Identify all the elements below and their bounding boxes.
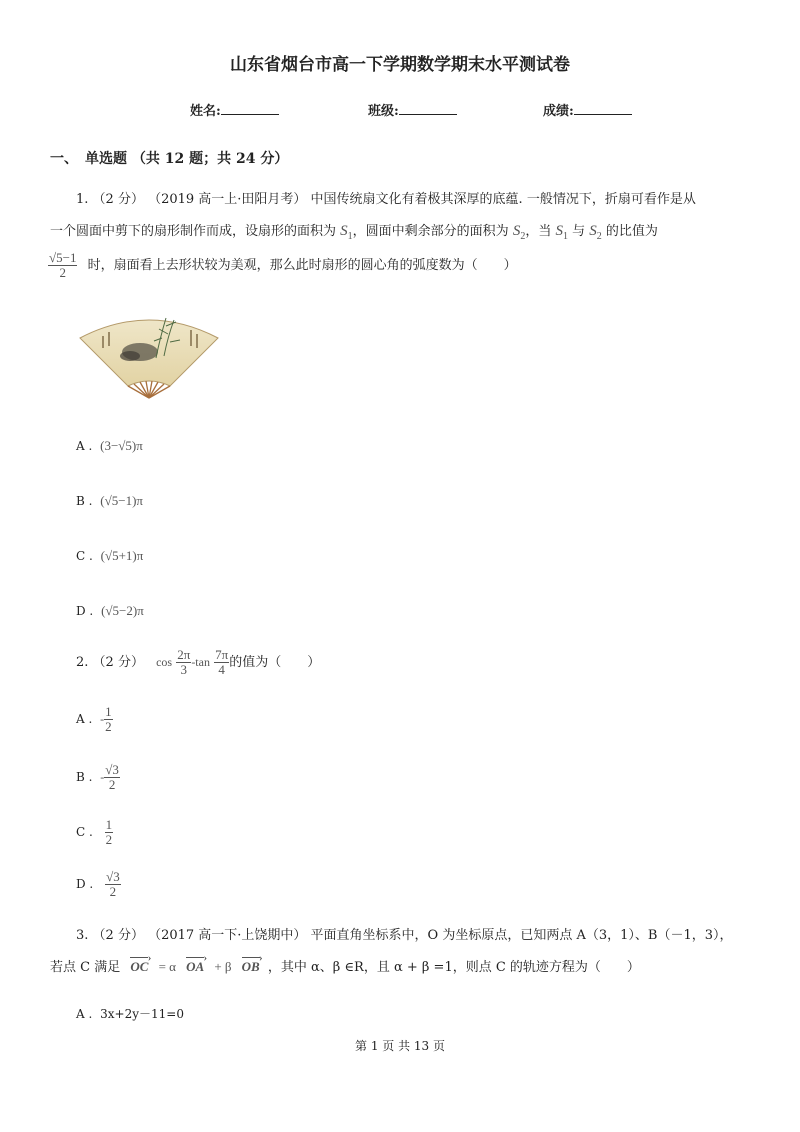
folding-fan-image	[78, 308, 220, 404]
vector-oc: OC ›	[130, 959, 148, 974]
page-footer: 第 1 页 共 13 页	[355, 1039, 445, 1053]
q2-stem: 2. （2 分） cos $\frac{2\pi}{3}$ -tan $\frac{7\pi}{4}$ 的值为（ ）	[76, 647, 321, 677]
q1-line1: 1. （2 分） （2019 高一上·田阳月考） 中国传统扇文化有着极其深厚的底蕴. 一般情况下，折扇可看作是从	[76, 192, 696, 207]
q2-option-a[interactable]: A . - $\frac{1}{2}$	[76, 704, 112, 734]
q1-option-b[interactable]: B . (√5−1)π	[76, 493, 143, 508]
score-blank	[574, 102, 632, 115]
score-label: 成绩:	[543, 104, 574, 119]
class-label: 班级:	[368, 104, 399, 119]
score-field	[543, 100, 632, 119]
q1-option-a-math: (3−√5)π	[100, 438, 143, 453]
name-field	[190, 100, 279, 119]
s1-symbol: $S_1$	[340, 223, 353, 242]
q2-option-c[interactable]: C . $\frac{1}{2}$	[76, 817, 113, 847]
q1-option-b-math: (√5−1)π	[100, 493, 143, 508]
ratio-fraction: $\frac{√5-1}{2}$	[49, 250, 77, 280]
q2-option-c-fraction: $\frac{1}{2}$	[105, 817, 113, 847]
q3-option-a-text: 3x+2y－11=0	[100, 1007, 184, 1021]
q3-line2: 若点 C 满足 OC › = α OA › + β OB › ，其中 α、β ∈R，且 α + β =1，则点 C 的轨迹方程为（ ）	[50, 957, 640, 978]
q2-option-d[interactable]: D . $\frac{√3}{2}$	[76, 869, 120, 899]
q1-option-a[interactable]: A . (3−√5)π	[76, 438, 143, 453]
name-blank	[221, 102, 279, 115]
section-heading: 一、 单选题 （共 12 题；共 24 分）	[50, 151, 289, 167]
q2-option-b[interactable]: B . - $\frac{√3}{2}$	[76, 762, 119, 792]
q1-option-d[interactable]: D . (√5−2)π	[76, 603, 144, 618]
q2-option-b-fraction: $\frac{√3}{2}$	[105, 762, 119, 792]
q2-fraction-1: $\frac{2\pi}{3}$	[177, 647, 191, 677]
q1-line3: $\frac{√5-1}{2}$ 时，扇面看上去形状较为美观，那么此时扇形的圆心角的弧度数为（ ）	[49, 250, 517, 280]
s2-symbol: $S_2$	[512, 223, 526, 242]
vector-ob: OB ›	[242, 959, 260, 974]
q3-line1: 3. （2 分） （2017 高一下·上饶期中） 平面直角坐标系中，O 为坐标原点，已知两点 A（3，1）、B（－1，3），	[76, 928, 733, 943]
q1-option-d-math: (√5−2)π	[101, 603, 144, 618]
q1-option-c-math: (√5+1)π	[100, 548, 144, 563]
s2-symbol-2: $S_2$	[589, 223, 602, 242]
q2-fraction-2: $\frac{7\pi}{4}$	[215, 647, 229, 677]
q1-option-c[interactable]: C . (√5+1)π	[76, 548, 144, 563]
q2-option-d-fraction: $\frac{√3}{2}$	[106, 869, 120, 899]
s1-symbol-2: $S_1$	[555, 223, 568, 242]
q1-line2: 一个圆面中剪下的扇形制作而成，设扇形的面积为 $S_1$，圆面中剩余部分的面积为 $S_2$，当 $S_1$ 与 $S_2$ 的比值为	[50, 223, 658, 242]
vector-oa: OA ›	[186, 959, 204, 974]
q3-option-a[interactable]: A . 3x+2y－11=0	[76, 1007, 184, 1021]
q2-option-a-fraction: $\frac{1}{2}$	[105, 704, 112, 734]
page-title: 山东省烟台市高一下学期数学期末水平测试卷	[230, 55, 570, 75]
name-label: 姓名:	[190, 104, 221, 119]
class-field	[368, 100, 457, 119]
class-blank	[399, 102, 457, 115]
